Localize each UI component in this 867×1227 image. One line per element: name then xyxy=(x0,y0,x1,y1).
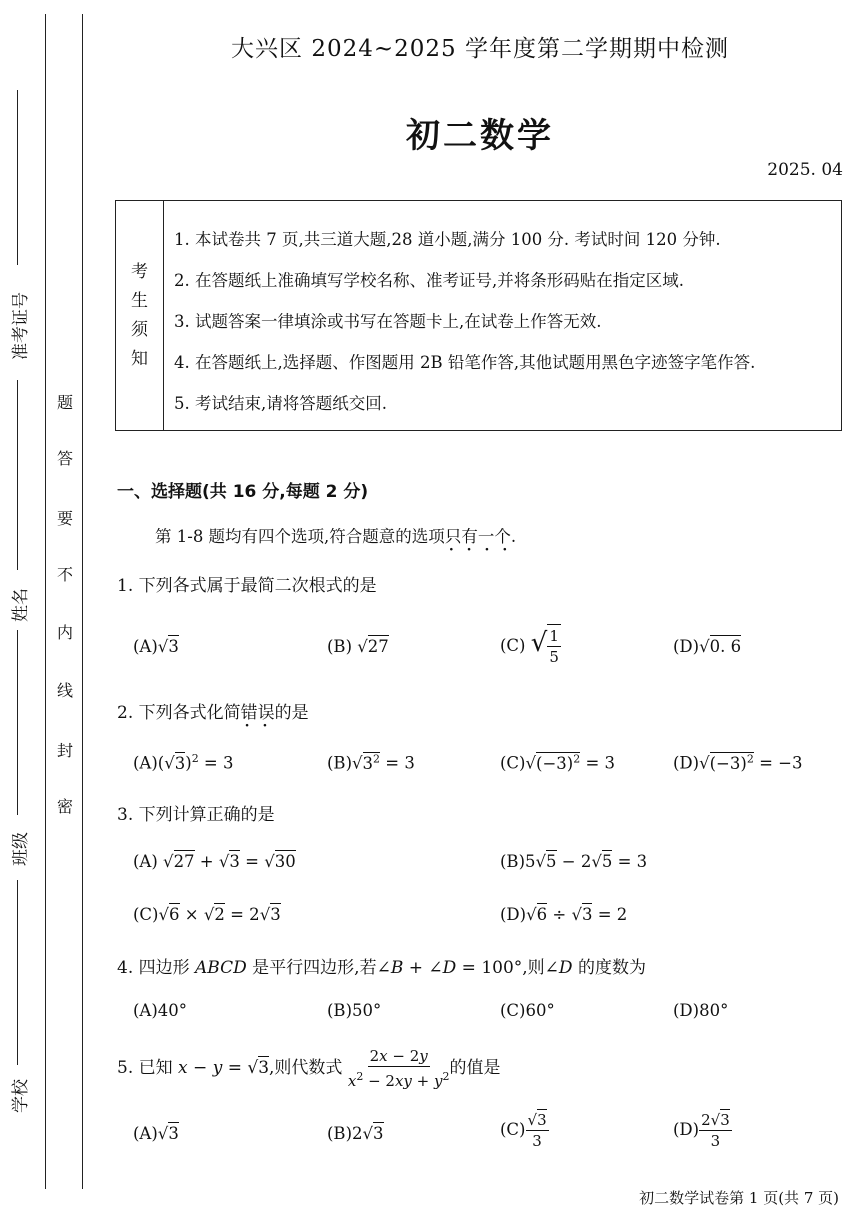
class-label: 班级 xyxy=(11,832,31,866)
q5-option-c: (C) $\frac{√3}{3}$ xyxy=(500,1111,547,1150)
q2-option-b: $(B)√3^2 = 3$ xyxy=(327,752,415,773)
seal-char: 内 xyxy=(57,623,74,642)
q2-option-d: $(D)√(-3)^2 = -3$ xyxy=(673,752,803,773)
q5-option-d: (D) $\frac{2√3}{3}$ xyxy=(673,1111,730,1150)
seal-char: 密 xyxy=(57,797,74,816)
name-line xyxy=(17,380,18,570)
binding-line-outer xyxy=(82,14,83,1189)
q5-option-a: (A)√3 xyxy=(133,1124,179,1143)
seal-char: 封 xyxy=(57,741,74,760)
q1-option-a: (A)√3 xyxy=(133,637,179,656)
notice-item: 5. 考试结束,请将答题纸交回. xyxy=(174,394,387,413)
q2-option-c: $(C)√(-3)^2 = 3$ xyxy=(500,752,616,773)
notice-item: 2. 在答题纸上准确填写学校名称、准考证号,并将条形码贴在指定区域. xyxy=(174,271,684,290)
exam-id-label: 准考证号 xyxy=(11,292,31,360)
question-4: 4. 四边形 ABCD 是平行四边形,若∠B + ∠D = 100°,则∠D 的度数为 xyxy=(117,958,646,978)
q3-option-d: (D)√6 ÷ √3 = 2 xyxy=(500,905,628,924)
notice-items xyxy=(174,219,755,424)
class-line xyxy=(17,630,18,815)
q1-option-c: (C) √ $\frac{1}{5}$ xyxy=(500,624,561,667)
seal-char: 答 xyxy=(57,449,74,468)
question-2: 2. 下列各式化简错误 ·· 的是 xyxy=(117,703,309,734)
seal-char: 要 xyxy=(57,509,74,528)
school-label: 学校 xyxy=(11,1079,31,1113)
name-label: 姓名 xyxy=(11,588,31,622)
q2-option-a: $(A)(√3)^2 = 3$ xyxy=(133,752,234,773)
section-note: 第 1-8 题均有四个选项,符合题意的选项只有一个 ···· . xyxy=(155,527,521,558)
question-3: 3. 下列计算正确的是 xyxy=(117,805,275,825)
notice-item: 4. 在答题纸上,选择题、作图题用 2B 铅笔作答,其他试题用黑色字迹签字笔作答. xyxy=(174,353,756,372)
q1-option-b: (B) √27 xyxy=(327,637,389,656)
q4-option-a: (A)40° xyxy=(133,1001,188,1020)
q4-option-b: (B)50° xyxy=(327,1001,382,1020)
q3-option-b: (B)5√5 − 2√5 = 3 xyxy=(500,852,648,871)
q3-option-a: (A) √27 + √3 = √30 xyxy=(133,852,296,871)
notice-label: 考 生 须 知 xyxy=(116,201,164,430)
school-line xyxy=(17,880,18,1065)
q5-option-b: (B)2√3 xyxy=(327,1124,384,1143)
question-1: 1. 下列各式属于最简二次根式的是 xyxy=(117,576,377,596)
section-title: 一、选择题(共 16 分,每题 2 分) xyxy=(117,482,369,502)
exam-header: 大兴区 2024~2025 学年度第二学期期中检测 xyxy=(231,36,729,62)
seal-char: 线 xyxy=(57,681,74,700)
q1-option-d: (D)√0. 6 xyxy=(673,637,742,656)
exam-date: 2025. 04 xyxy=(767,160,843,180)
q4-option-d: (D)80° xyxy=(673,1001,729,1020)
q3-option-c: (C)√6 × √2 = 2√3 xyxy=(133,905,281,924)
binding-line-inner xyxy=(45,14,46,1189)
q4-option-c: (C)60° xyxy=(500,1001,555,1020)
seal-char: 不 xyxy=(57,565,74,584)
question-5: 5. 已知 x − y = √3,则代数式 $\frac{2x - 2y}{x^2 - 2xy + y^2}$ 的值是 xyxy=(117,1047,501,1090)
page-title: 初二数学 xyxy=(406,116,554,156)
notice-item: 3. 试题答案一律填涂或书写在答题卡上,在试卷上作答无效. xyxy=(174,312,602,331)
seal-char: 题 xyxy=(57,393,74,412)
emphasis-dots: 只有一个 ···· xyxy=(444,527,521,558)
notice-box xyxy=(115,200,842,431)
page-footer: 初二数学试卷第 1 页(共 7 页) xyxy=(639,1189,839,1207)
notice-item: 1. 本试卷共 7 页,共三道大题,28 道小题,满分 100 分. 考试时间 120 分钟. xyxy=(174,230,721,249)
